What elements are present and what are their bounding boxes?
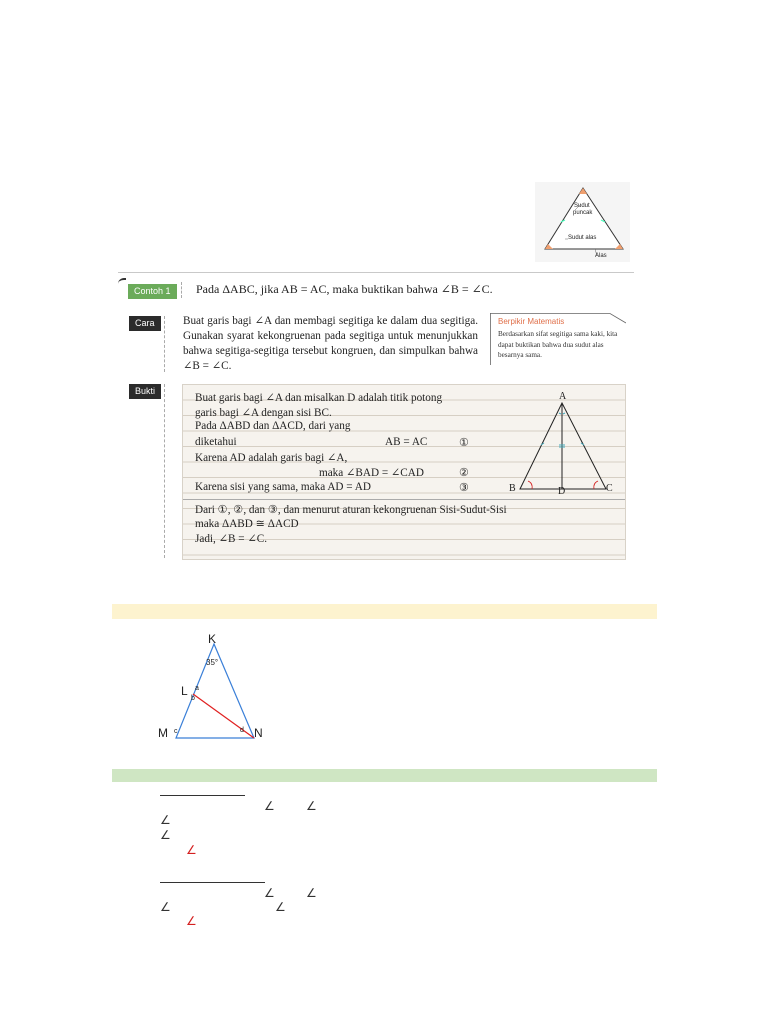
contoh-text: Pada ΔABC, jika AB = AC, maka buktikan bahwa ∠B = ∠C. (196, 282, 493, 296)
angle-symbol: ∠ (264, 799, 275, 813)
proof-separator (183, 499, 625, 500)
proof-line-8: maka ΔABD ≅ ΔACD (195, 518, 299, 530)
apex-angle-label: Sudut (574, 203, 590, 209)
angle-symbol: ∠ (306, 886, 317, 900)
bukti-divider (164, 384, 166, 558)
angle-symbol-red: ∠ (186, 843, 197, 857)
proof-line-3: Pada ΔABD dan ΔACD, dari yang (195, 420, 351, 432)
contoh-label: Contoh 1 (128, 284, 177, 299)
proof-line-2: garis bagi ∠A dengan sisi BC. (195, 407, 332, 419)
angle-c-label: c (174, 728, 178, 735)
contoh-hook-icon (118, 278, 126, 286)
proof-line-1: Buat garis bagi ∠A dan misalkan D adalah titik potong (195, 392, 443, 404)
cara-label: Cara (129, 316, 161, 331)
angle-symbol-red: ∠ (186, 914, 197, 928)
bukti-label: Bukti (129, 384, 161, 399)
tip-box (490, 313, 626, 365)
proof-line-6: Karena sisi yang sama, maka AD = AD (195, 481, 371, 493)
angle-d-label: d (240, 727, 244, 734)
proof-line-7: Dari ①, ②, dan ③, dan menurut aturan kekongruenan Sisi-Sudut-Sisi (195, 504, 507, 516)
tip-title: Berpikir Matematis (498, 317, 565, 326)
cara-divider (164, 316, 166, 372)
proof-mark-2: ② (459, 467, 470, 479)
angle-a-label: a (195, 685, 199, 692)
section-divider (118, 272, 634, 273)
apex-angle-label-2: puncak (573, 210, 593, 216)
point-n-label: N (254, 726, 263, 740)
angle-symbol: ∠ (160, 813, 171, 827)
point-k-label: K (208, 632, 217, 646)
proof-mark-3: ③ (459, 482, 470, 494)
vertex-a-label: A (559, 391, 567, 402)
angle-k-value: 35° (206, 658, 219, 667)
proof-triangle-figure (508, 393, 618, 497)
proof-eq-2: maka ∠BAD = ∠CAD (319, 467, 424, 479)
point-l-label: L (181, 684, 188, 698)
tip-body: Berdasarkan sifat segitiga sama kaki, kita dapat buktikan bahwa dua sudut alas besarnya sama. (498, 330, 618, 359)
proof-line-5: Karena AD adalah garis bagi ∠A, (195, 452, 348, 464)
cara-text: Buat garis bagi ∠A dan membagi segitiga ke dalam dua segitiga. Gunakan syarat kekongruenan pada segitiga untuk menunjukkan bahwa segitiga-segitiga tersebut kongruen, dan simpulkan bahwa ∠B = ∠C. (183, 315, 478, 372)
angle-symbol: ∠ (160, 828, 171, 842)
answer-underline-1 (160, 795, 245, 796)
proof-line-4: diketahui (195, 436, 237, 448)
point-d-label: D (558, 486, 566, 497)
exercise-header-bar (112, 604, 657, 619)
answer-header-bar (112, 769, 657, 782)
answer-underline-2 (160, 882, 265, 883)
triangle-klmn-figure (150, 630, 280, 742)
proof-box (182, 384, 626, 560)
proof-mark-1: ① (459, 437, 470, 449)
angle-symbol: ∠ (160, 900, 171, 914)
base-label: Alas (595, 253, 607, 259)
angle-symbol: ∠ (275, 900, 286, 914)
vertex-c-label: C (606, 483, 613, 494)
contoh-divider (181, 282, 183, 298)
angle-symbol: ∠ (306, 799, 317, 813)
vertex-b-label: B (509, 483, 516, 494)
base-angle-label: Sudut alas (568, 235, 597, 241)
angle-symbol: ∠ (264, 886, 275, 900)
proof-line-9: Jadi, ∠B = ∠C. (195, 533, 267, 545)
point-m-label: M (158, 726, 168, 740)
angle-b-label: b (191, 695, 195, 702)
proof-eq-1: AB = AC (385, 436, 428, 448)
isosceles-triangle-figure (535, 182, 630, 262)
